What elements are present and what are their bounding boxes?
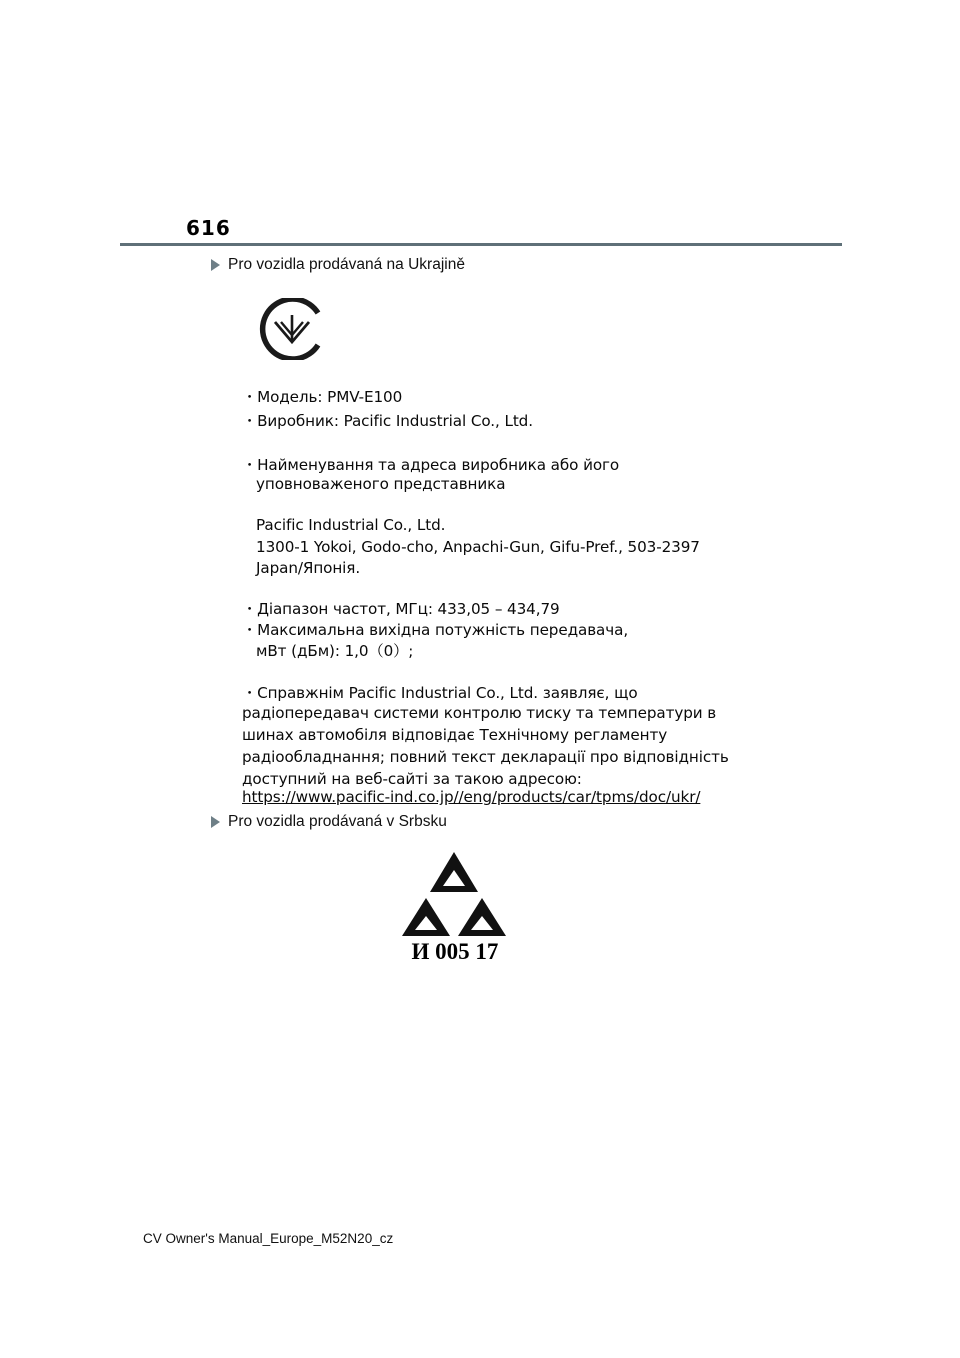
- cert-declaration-line-2: радіопередавач системи контролю тиску та температури в: [242, 704, 717, 722]
- cert-power-line-1: ・Максимальна вихідна потужність передавача,: [242, 621, 629, 639]
- triangle-bullet-icon: [211, 259, 220, 271]
- cert-power-line-2: мВт (дБм): 1,0（0）;: [256, 642, 414, 660]
- cert-declaration-line-3: шинах автомобіля відповідає Технічному регламенту: [242, 726, 668, 744]
- cert-name-address-line-2: уповноваженого представника: [256, 475, 506, 493]
- cert-declaration-line-4: радіообладнання; повний текст декларації про відповідність: [242, 748, 729, 766]
- section-heading-text: Pro vozidla prodávaná na Ukrajině: [228, 256, 465, 273]
- section-heading-text: Pro vozidla prodávaná v Srbsku: [228, 813, 447, 830]
- cert-model: ・Модель: PMV-E100: [242, 388, 403, 406]
- cert-url: https://www.pacific-ind.co.jp//eng/products/car/tpms/doc/ukr/: [242, 788, 701, 806]
- cert-declaration-line-5: доступний на веб-сайті за такою адресою:: [242, 770, 582, 788]
- cert-name-address-line-1: ・Найменування та адреса виробника або його: [242, 456, 620, 474]
- ukrainian-conformity-mark-icon: [256, 298, 328, 360]
- header-rule: [120, 243, 842, 246]
- cert-declaration-line-1: ・Справжнім Pacific Industrial Co., Ltd. заявляє, що: [242, 684, 638, 702]
- cert-frequency: ・Діапазон частот, МГц: 433,05 – 434,79: [242, 600, 560, 618]
- ukraine-certificate: [232, 290, 730, 810]
- cert-manufacturer: ・Виробник: Pacific Industrial Co., Ltd.: [242, 412, 533, 430]
- page-number: 616: [186, 216, 231, 240]
- footer-manual-id: CV Owner's Manual_Europe_M52N20_cz: [143, 1231, 394, 1246]
- cert-address: 1300-1 Yokoi, Godo-cho, Anpachi-Gun, Gifu-Pref., 503-2397: [256, 538, 700, 556]
- section-heading-serbia: [211, 813, 447, 831]
- triangle-bullet-icon: [211, 816, 220, 828]
- cert-company: Pacific Industrial Co., Ltd.: [256, 516, 446, 534]
- section-heading-ukraine: [211, 256, 465, 274]
- cert-country: Japan/Японія.: [256, 559, 361, 577]
- serbian-mark-code: И 005 17: [411, 939, 499, 964]
